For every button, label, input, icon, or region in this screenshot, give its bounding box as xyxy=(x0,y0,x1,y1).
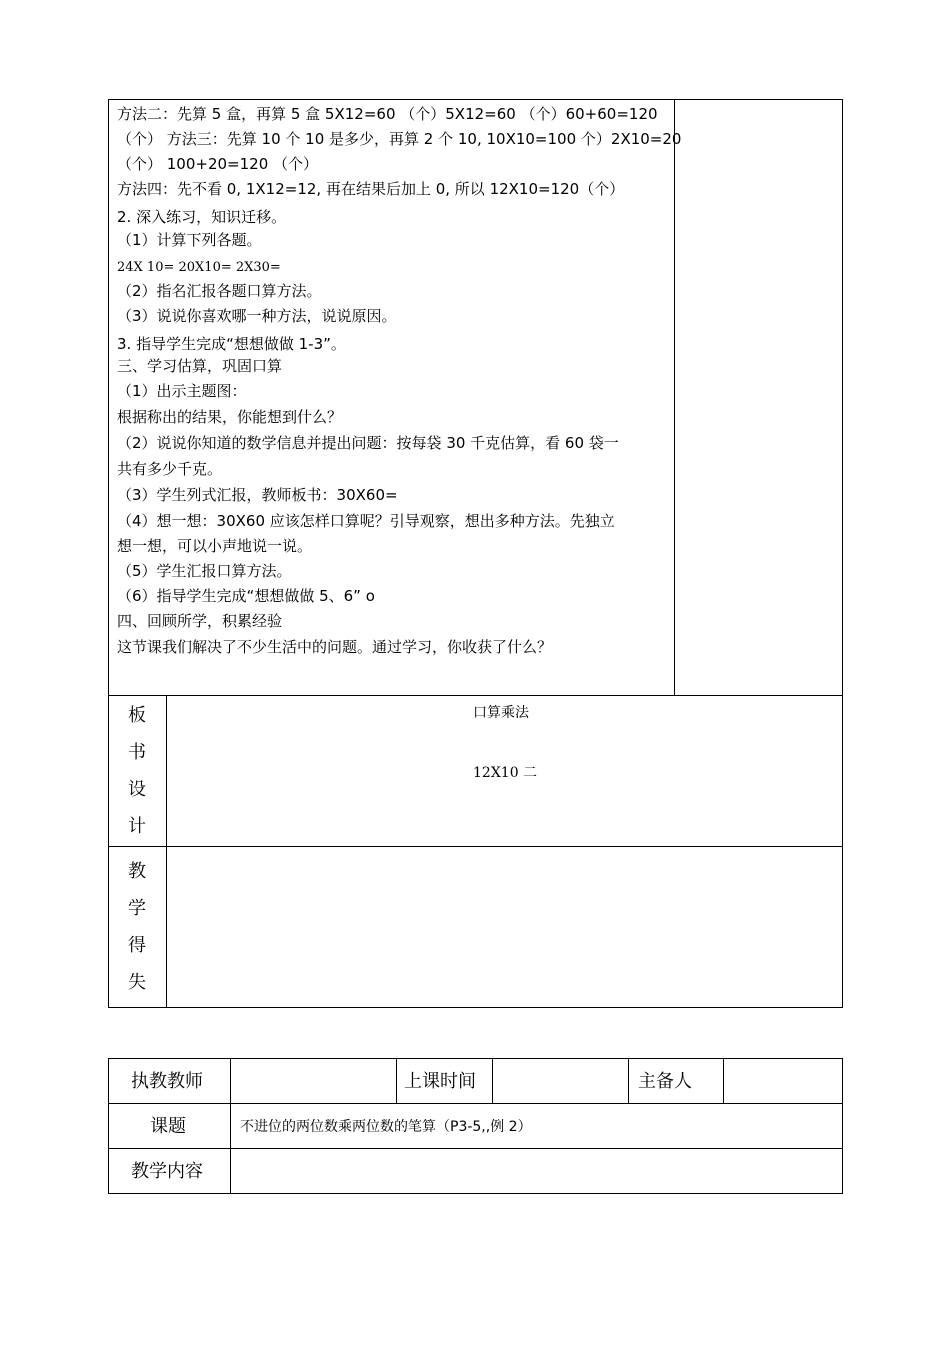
lesson-line: 3. 指导学生完成“想想做做 1-3”。 xyxy=(117,335,346,353)
topic-label: 课题 xyxy=(150,1116,186,1137)
board-label-char: 书 xyxy=(128,742,146,763)
info-col-divider xyxy=(396,1058,397,1103)
board-title: 口算乘法 xyxy=(473,705,529,721)
info-col-divider xyxy=(492,1058,493,1103)
lesson-line: 共有多少千克。 xyxy=(117,460,223,478)
board-content: 12X10 二 xyxy=(473,765,538,781)
info-col-divider xyxy=(230,1058,231,1194)
teacher-label: 执教教师 xyxy=(131,1071,203,1092)
lesson-line: （2）指名汇报各题口算方法。 xyxy=(117,282,322,300)
preparer-label: 主备人 xyxy=(638,1071,692,1092)
content-label: 教学内容 xyxy=(131,1161,203,1182)
lesson-line: （5）学生汇报口算方法。 xyxy=(117,562,292,580)
lesson-line: （4）想一想：30X60 应该怎样口算呢？引导观察，想出多种方法。先独立 xyxy=(117,512,615,530)
info-row-divider xyxy=(108,1148,843,1149)
lesson-line: 方法四：先不看 0, 1X12=12, 再在结果后加上 0, 所以 12X10=120（个） xyxy=(117,180,625,198)
reflection-label-char: 学 xyxy=(128,898,146,919)
lesson-line: （1）出示主题图： xyxy=(117,382,247,400)
lesson-line: （3）学生列式汇报，教师板书：30X60= xyxy=(117,486,398,504)
info-row-divider xyxy=(108,1103,843,1104)
board-label-char: 板 xyxy=(128,705,146,726)
info-col-divider xyxy=(723,1058,724,1103)
lesson-line: （1）计算下列各题。 xyxy=(117,231,262,249)
lesson-bottom-divider xyxy=(108,695,843,696)
reflection-content xyxy=(168,848,841,1006)
lesson-line: 24X 10= 20X10= 2X30= xyxy=(117,260,281,275)
lesson-line: （3）说说你喜欢哪一种方法，说说原因。 xyxy=(117,307,397,325)
lesson-line: 这节课我们解决了不少生活中的问题。通过学习，你收获了什么？ xyxy=(117,638,553,656)
lesson-line: （2）说说你知道的数学信息并提出问题：按每袋 30 千克估算，看 60 袋一 xyxy=(117,434,619,452)
lesson-line: 2. 深入练习，知识迁移。 xyxy=(117,208,287,226)
board-bottom-divider xyxy=(108,846,843,847)
reflection-label-char: 教 xyxy=(128,861,146,882)
lesson-line: 三、学习估算，巩固口算 xyxy=(117,357,283,375)
lesson-notes-divider xyxy=(674,99,675,695)
lesson-line: （6）指导学生完成“想想做做 5、6” o xyxy=(117,587,375,605)
board-label-char: 设 xyxy=(128,779,146,800)
reflection-label-char: 得 xyxy=(128,935,146,956)
lesson-line: 四、回顾所学，积累经验 xyxy=(117,612,283,630)
info-col-divider xyxy=(628,1058,629,1103)
label-column-divider xyxy=(166,695,167,1008)
lesson-line: （个） 100+20=120 （个） xyxy=(117,155,319,173)
class-time-label: 上课时间 xyxy=(404,1071,476,1092)
lesson-line: 想一想，可以小声地说一说。 xyxy=(117,537,313,555)
topic-value: 不进位的两位数乘两位数的笔算（P3-5,,例 2） xyxy=(240,1119,532,1135)
lesson-line: 方法二：先算 5 盒，再算 5 盒 5X12=60 （个）5X12=60 （个）60+60=120 xyxy=(117,105,658,123)
lesson-line: （个） 方法三：先算 10 个 10 是多少，再算 2 个 10, 10X10=100 个）2X10=20 xyxy=(117,130,682,148)
reflection-label-char: 失 xyxy=(128,972,146,993)
board-label-char: 计 xyxy=(128,816,146,837)
lesson-line: 根据称出的结果，你能想到什么？ xyxy=(117,408,343,426)
